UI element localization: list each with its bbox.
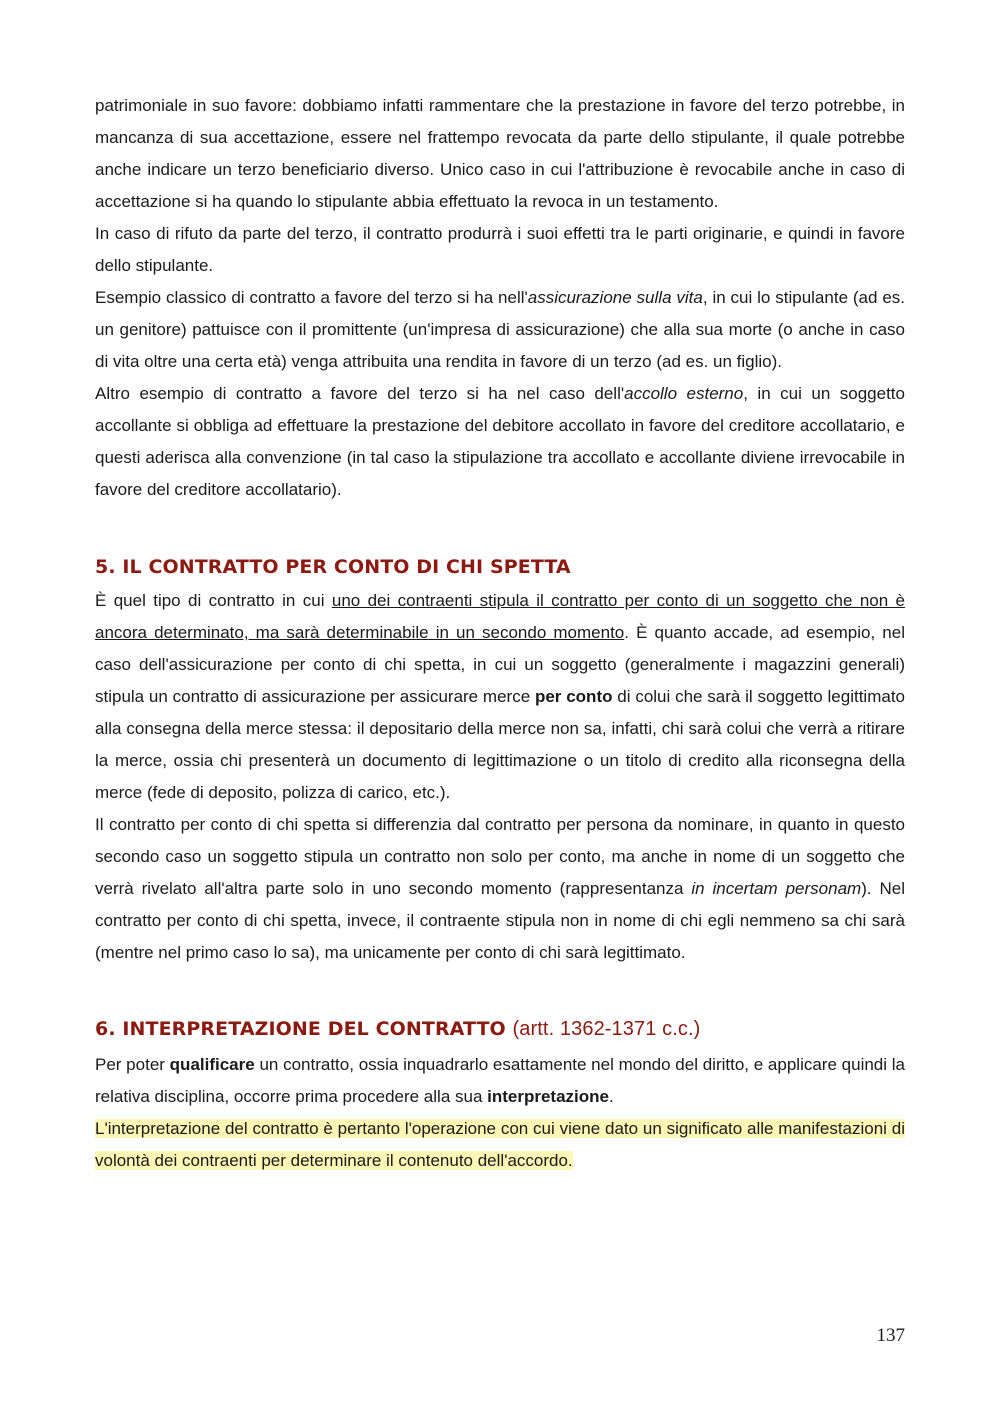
underlined-definition: uno dei contraenti stipula il contratto per conto di un soggetto che non è ancora determinato, ma sarà determinabile in un secondo momento (95, 591, 906, 642)
section-heading (95, 1013, 905, 1045)
paragraph: patrimoniale in suo favore: dobbiamo infatti rammentare che la prestazione in favore del terzo potrebbe, in mancanza di sua accettazione, essere nel frattempo revocata da parte dello stipulante, il quale potrebbe anche indicare un terzo beneficiario diverso. Unico caso in cui l'attribuzione è revocabile anche in caso di accettazione si ha quando lo stipulante abbia effettuato la revoca in un testamento. (95, 96, 905, 211)
bold-term: qualificare (169, 1055, 255, 1074)
section-heading-title: 6. INTERPRETAZIONE DEL CONTRATTO (95, 1018, 506, 1040)
highlighted-text: L'interpretazione del contratto è pertanto l'operazione con cui viene dato un significato alle manifestazioni di volontà dei contraenti per determinare il contenuto dell'accordo. (95, 1119, 905, 1170)
text-run: di colui che sarà il soggetto legittimato alla consegna della merce stessa: il depositario della merce non sa, infatti, chi sarà colui che verrà a ritirare la merce, ossia chi presenterà un documento di legittimazione o un titolo di credito alla riconsegna della merce (fede di deposito, polizza di carico, etc.). (95, 687, 905, 802)
text-run: Il contratto per conto di chi spetta si differenzia dal contratto per persona da nominare, in quanto in questo secondo caso un soggetto stipula un contratto non solo per conto, ma anche in nome di un soggetto che verrà rivelato all'altra parte solo in uno secondo momento (rappresentanza (95, 815, 905, 898)
italic-term: assicurazione sulla vita (527, 288, 703, 307)
page-number: 137 (876, 1325, 905, 1346)
paragraph (95, 585, 905, 809)
text-run: , in cui lo stipulante (ad es. un genitore) pattuisce con il promittente (un'impresa di assicurazione) che alla sua morte (o anche in caso di vita oltre una certa età) venga attribuita una rendita in favore di un terzo (ad es. un figlio). (95, 288, 906, 371)
paragraph: In caso di rifuto da parte del terzo, il contratto produrrà i suoi effetti tra le parti originarie, e quindi in favore dello stipulante. (95, 224, 905, 275)
text-run: un contratto, ossia inquadrarlo esattamente nel mondo del diritto, e applicare quindi la relativa disciplina, occorre prima procedere alla sua (95, 1055, 905, 1106)
italic-term: in incertam personam (691, 879, 862, 898)
paragraph (95, 1049, 905, 1113)
text-run: È quel tipo di contratto in cui (95, 591, 332, 610)
document-page (95, 90, 905, 1177)
section-heading-reference: (artt. 1362-1371 c.c.) (512, 1018, 701, 1040)
text-run: . È quanto accade, ad esempio, nel caso dell'assicurazione per conto di chi spetta, in cui un soggetto (generalmente i magazzini generali) stipula un contratto di assicurazione per assicurare merce (95, 623, 905, 706)
text-run: Altro esempio di contratto a favore del terzo si ha nel caso dell' (95, 384, 625, 403)
text-run: Esempio classico di contratto a favore del terzo si ha nell' (95, 288, 528, 307)
text-run: , in cui un soggetto accollante si obbliga ad effettuare la prestazione del debitore accollato in favore del creditore accollatario, e questi aderisca alla convenzione (in tal caso la stipulazione tra accollato e accollante diviene irrevocabile in favore del creditore accollatario). (95, 384, 905, 499)
highlighted-paragraph (95, 1113, 905, 1177)
text-run: . (609, 1087, 614, 1106)
bold-term: per conto (534, 687, 613, 706)
text-run: Per poter (95, 1055, 170, 1074)
paragraph (95, 378, 905, 506)
paragraph (95, 809, 905, 969)
text-run: ). Nel contratto per conto di chi spetta, invece, il contraente stipula non in nome di chi egli nemmeno sa chi sarà (mentre nel primo caso lo sa), ma unicamente per conto di chi sarà legittimato. (95, 879, 905, 962)
italic-term: accollo esterno (624, 384, 744, 403)
paragraph (95, 282, 905, 378)
bold-term: interpretazione (487, 1087, 609, 1106)
section-heading: 5. IL CONTRATTO PER CONTO DI CHI SPETTA (95, 556, 571, 578)
